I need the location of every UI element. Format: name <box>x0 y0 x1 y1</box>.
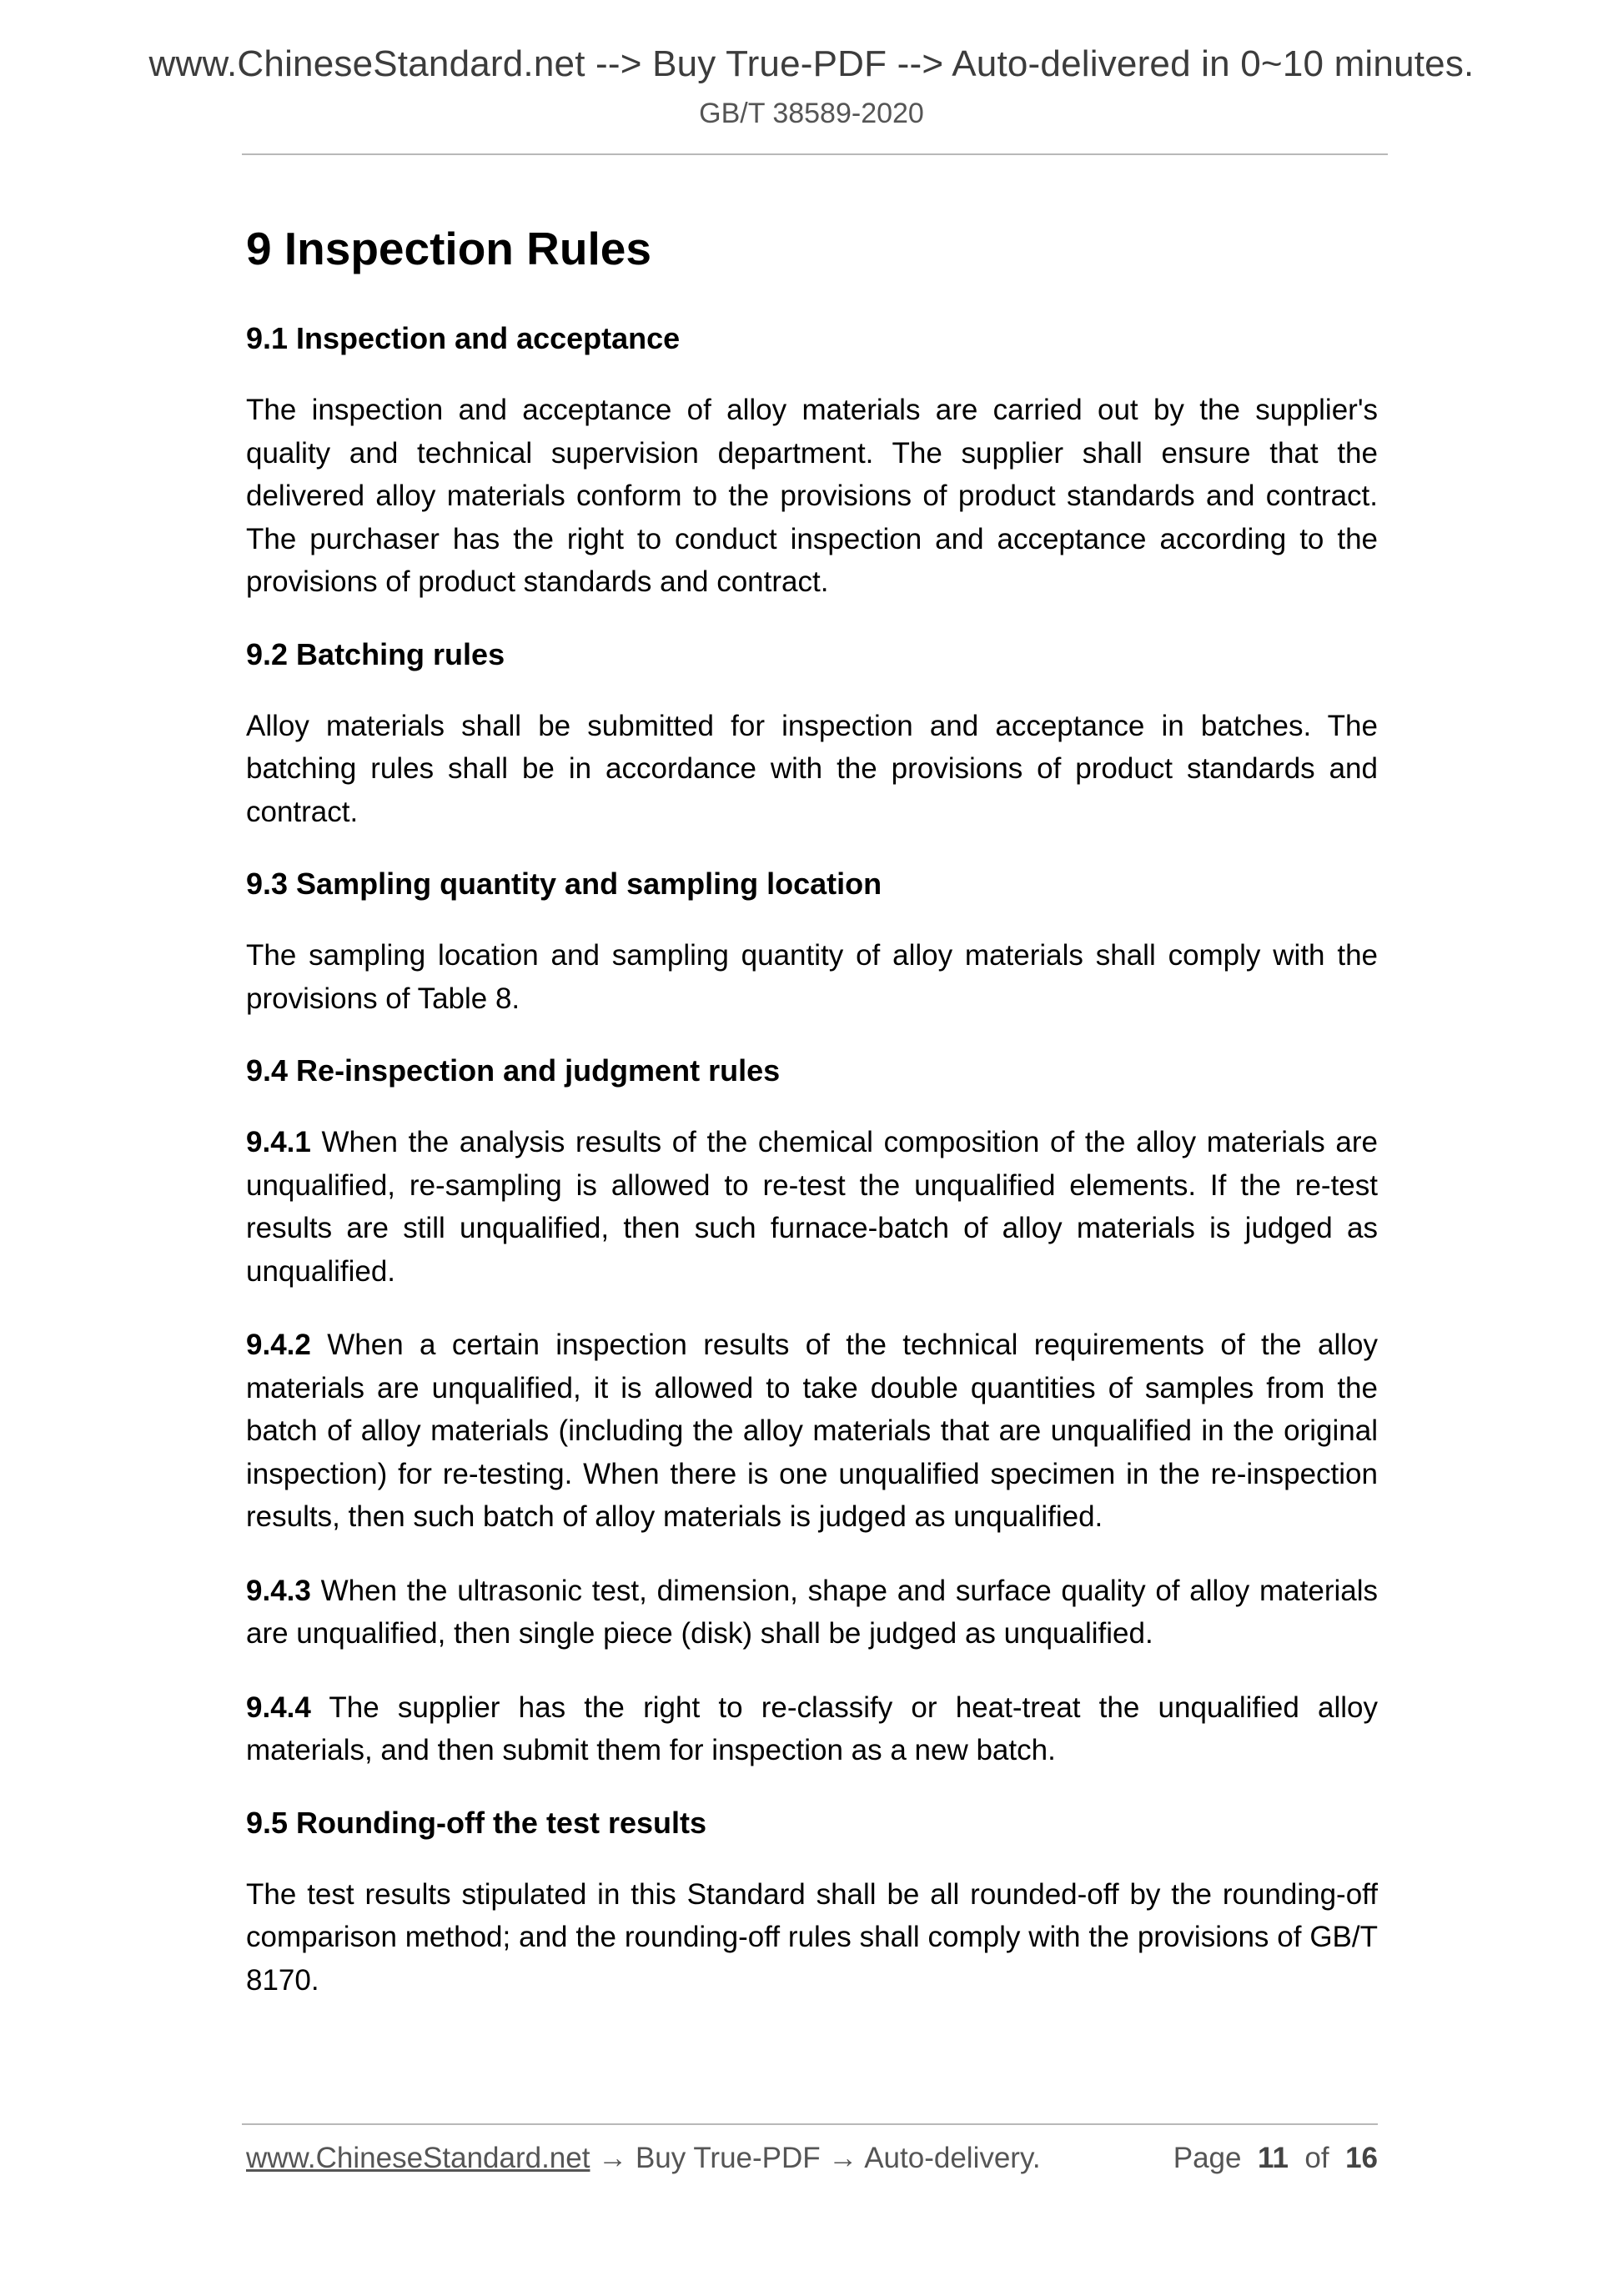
paragraph-9-4-2 <box>246 1324 1378 1539</box>
page-current: 11 <box>1257 2142 1289 2174</box>
clause-text-9-4-2: When a certain inspection results of the technical requirements of the alloy materials are unqualified, it is allowed to take double quantities of samples from the batch of alloy materials (including the alloy materials that are unqualified in the original inspection) for re-testing. When there is one unqualified specimen in the re-inspection results, then such batch of alloy materials is judged as unqualified. <box>246 1329 1378 1533</box>
paragraph-9-2: Alloy materials shall be submitted for inspection and acceptance in batches. The batching rules shall be in accordance with the provisions of product standards and contract. <box>246 709 1378 828</box>
page-indicator <box>1173 2142 1378 2175</box>
heading-9-3: 9.3 Sampling quantity and sampling location <box>246 867 882 901</box>
page-total: 16 <box>1345 2142 1378 2174</box>
paragraph-9-4-1 <box>246 1121 1378 1293</box>
clause-text-9-4-1: When the analysis results of the chemical composition of the alloy materials are unqualified, re-sampling is allowed to re-test the unqualified elements. If the re-test results are still unqualified, then such furnace-batch of alloy materials is judged as unqualified. <box>246 1126 1378 1288</box>
section-title: 9 Inspection Rules <box>246 223 651 274</box>
clause-number-9-4-2: 9.4.2 <box>246 1329 311 1361</box>
clause-text-9-4-4: The supplier has the right to re-classify or heat-treat the unqualified alloy materials, and then submit them for inspection as a new batch. <box>246 1691 1378 1766</box>
clause-number-9-4-3: 9.4.3 <box>246 1574 311 1607</box>
heading-9-4: 9.4 Re-inspection and judgment rules <box>246 1053 781 1088</box>
clause-number-9-4-1: 9.4.1 <box>246 1126 311 1158</box>
main-content <box>246 219 1378 2032</box>
paragraph-9-1: The inspection and acceptance of alloy materials are carried out by the supplier's quality and technical supervision department. The supplier shall ensure that the delivered alloy materials conform to the provisions of product standards and contract. The purchaser has the right to conduct inspection and acceptance according to the provisions of product standards and contract. <box>246 394 1378 598</box>
footer-site-link[interactable]: www.ChineseStandard.net <box>246 2142 590 2174</box>
paragraph-9-4-3 <box>246 1570 1378 1655</box>
page-label: Page <box>1173 2142 1242 2174</box>
heading-9-2: 9.2 Batching rules <box>246 636 505 671</box>
header-banner: www.ChineseStandard.net --> Buy True-PDF --> Auto-delivered in 0~10 minutes. <box>148 43 1475 84</box>
footer <box>246 2142 1378 2175</box>
footer-divider <box>242 2123 1378 2125</box>
header-doc-id: GB/T 38589-2020 <box>699 98 924 129</box>
clause-text-9-4-3: When the ultrasonic test, dimension, shape and surface quality of alloy materials are unqualified, then single piece (disk) shall be judged as unqualified. <box>246 1574 1378 1650</box>
heading-9-1: 9.1 Inspection and acceptance <box>246 321 681 355</box>
paragraph-9-4-4 <box>246 1686 1378 1772</box>
paragraph-9-3: The sampling location and sampling quantity of alloy materials shall comply with the provisions of Table 8. <box>246 939 1378 1015</box>
arrow-icon: → <box>598 2142 628 2174</box>
footer-delivery-text: Auto-delivery. <box>864 2142 1041 2174</box>
footer-buy-text: Buy True-PDF <box>635 2142 821 2174</box>
page-of: of <box>1304 2142 1329 2174</box>
paragraph-9-5: The test results stipulated in this Standard shall be all rounded-off by the rounding-off comparison method; and the rounding-off rules shall comply with the provisions of GB/T 8170. <box>246 1877 1378 1997</box>
clause-number-9-4-4: 9.4.4 <box>246 1691 311 1724</box>
arrow-icon: → <box>828 2142 858 2174</box>
header-divider <box>242 153 1388 155</box>
heading-9-5: 9.5 Rounding-off the test results <box>246 1805 707 1840</box>
